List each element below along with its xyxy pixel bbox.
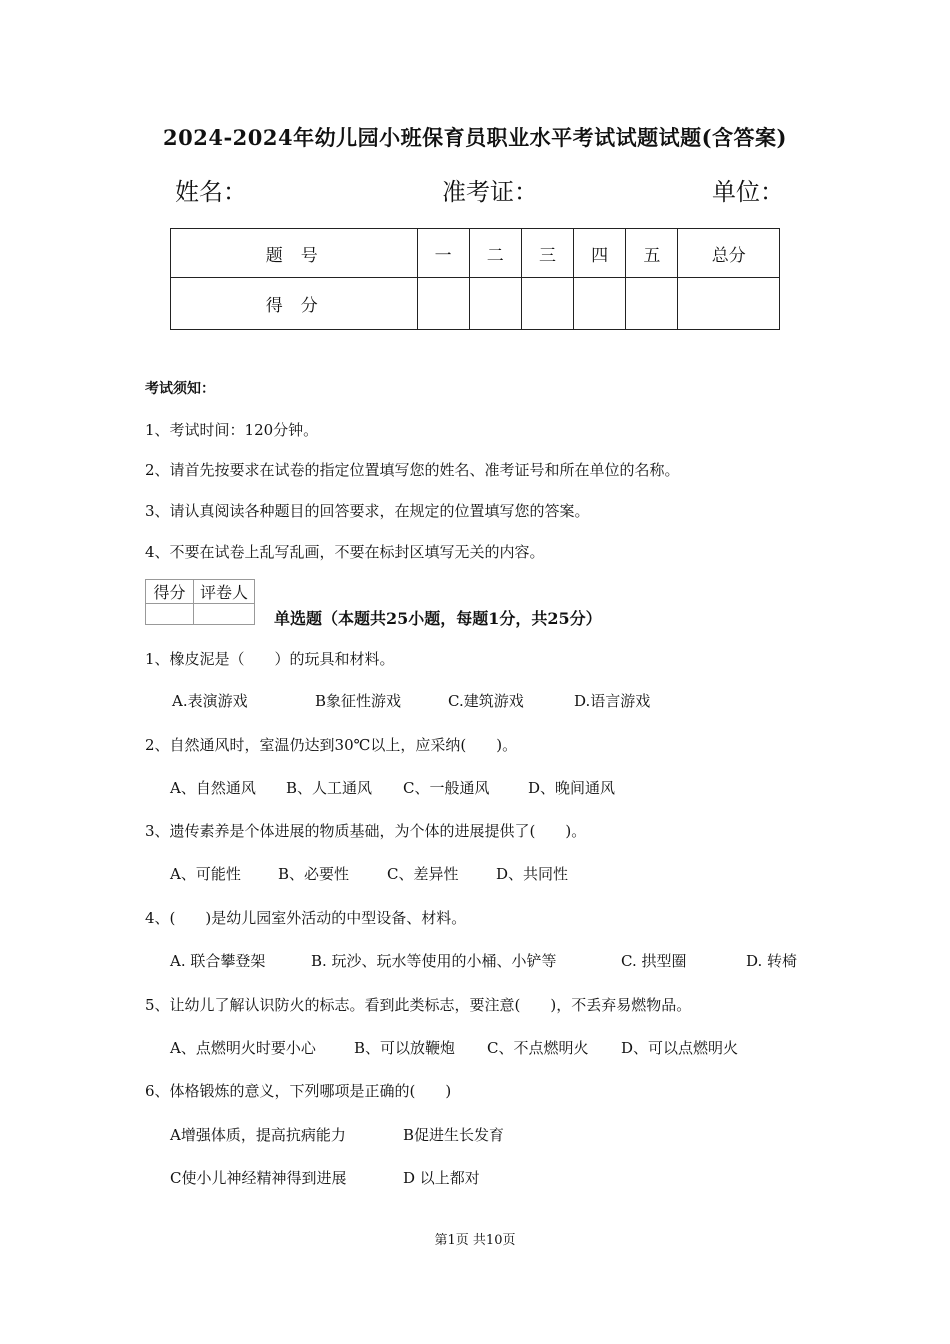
question-text: 3、遗传素养是个体进展的物质基础，为个体的进展提供了( )。 (145, 822, 587, 840)
question-option: A增强体质，提高抗病能力 (170, 1126, 346, 1144)
score-table-col: 一 (417, 229, 469, 278)
question-text: 4、( )是幼儿园室外活动的中型设备、材料。 (145, 909, 467, 927)
score-cell[interactable] (678, 278, 780, 330)
question-text: 5、让幼儿了解认识防火的标志。看到此类标志，要注意( )，不丢弃易燃物品。 (145, 996, 692, 1014)
document-title: 2024-2024年幼儿园小班保育员职业水平考试试题试题(含答案) (163, 125, 787, 150)
grader-name-cell[interactable] (194, 604, 255, 625)
score-table-col: 五 (626, 229, 678, 278)
score-cell[interactable] (626, 278, 678, 330)
score-table-row-label: 题号 (171, 229, 418, 278)
question-option: C、差异性 (387, 865, 459, 883)
question-option: C.建筑游戏 (448, 692, 524, 710)
unit-label: 单位： (712, 178, 784, 206)
score-cell[interactable] (417, 278, 469, 330)
question-option: A.表演游戏 (172, 692, 248, 710)
question-text: 6、体格锻炼的意义，下列哪项是正确的( ) (145, 1082, 452, 1100)
question-option: D、晚间通风 (528, 779, 616, 797)
question-option: B、人工通风 (286, 779, 373, 797)
grader-score-cell[interactable] (146, 604, 194, 625)
question-option: A、点燃明火时要小心 (170, 1039, 316, 1057)
score-cell[interactable] (574, 278, 626, 330)
question-option: D、可以点燃明火 (621, 1039, 739, 1057)
score-table-score-row (171, 278, 780, 330)
notice-heading: 考试须知： (145, 381, 215, 397)
score-table-header-row (171, 229, 780, 278)
question-option: C、不点燃明火 (487, 1039, 589, 1057)
question-option: A、可能性 (170, 865, 241, 883)
score-table-row-label: 得分 (171, 278, 418, 330)
question-option: C使小儿神经精神得到进展 (170, 1169, 347, 1187)
question-text: 2、自然通风时，室温仍达到30℃以上，应采纳( )。 (145, 736, 518, 754)
question-text: 1、橡皮泥是（ ）的玩具和材料。 (145, 650, 395, 668)
grader-score-label: 得分 (146, 580, 194, 604)
question-option: B、必要性 (278, 865, 350, 883)
name-label: 姓名： (175, 178, 247, 206)
question-option: D.语言游戏 (574, 692, 651, 710)
section-title: 单选题（本题共25小题，每题1分，共25分） (274, 609, 602, 628)
exam-id-label: 准考证： (442, 178, 538, 206)
question-option: D. 转椅 (746, 952, 798, 970)
grader-box (145, 579, 255, 625)
question-option: B象征性游戏 (315, 692, 402, 710)
notice-item: 4、不要在试卷上乱写乱画，不要在标封区填写无关的内容。 (145, 543, 545, 561)
score-cell[interactable] (521, 278, 573, 330)
notice-item: 3、请认真阅读各种题目的回答要求，在规定的位置填写您的答案。 (145, 502, 590, 520)
score-table-col: 二 (469, 229, 521, 278)
page-footer: 第1页 共10页 (434, 1233, 516, 1248)
question-option: A、自然通风 (170, 779, 256, 797)
question-option: C、一般通风 (403, 779, 490, 797)
score-table-col: 三 (521, 229, 573, 278)
score-cell[interactable] (469, 278, 521, 330)
question-option: A. 联合攀登架 (170, 952, 266, 970)
question-option: B、可以放鞭炮 (354, 1039, 456, 1057)
score-table (170, 228, 780, 330)
question-option: C. 拱型圈 (621, 952, 687, 970)
question-option: D、共同性 (496, 865, 569, 883)
notice-item: 2、请首先按要求在试卷的指定位置填写您的姓名、准考证号和所在单位的名称。 (145, 461, 680, 479)
question-option: B. 玩沙、玩水等使用的小桶、小铲等 (311, 952, 557, 970)
score-table-col: 总分 (678, 229, 780, 278)
question-option: B促进生长发育 (403, 1126, 505, 1144)
question-option: D 以上都对 (403, 1169, 480, 1187)
notice-item: 1、考试时间：120分钟。 (145, 421, 319, 439)
score-table-col: 四 (574, 229, 626, 278)
grader-name-label: 评卷人 (194, 580, 255, 604)
